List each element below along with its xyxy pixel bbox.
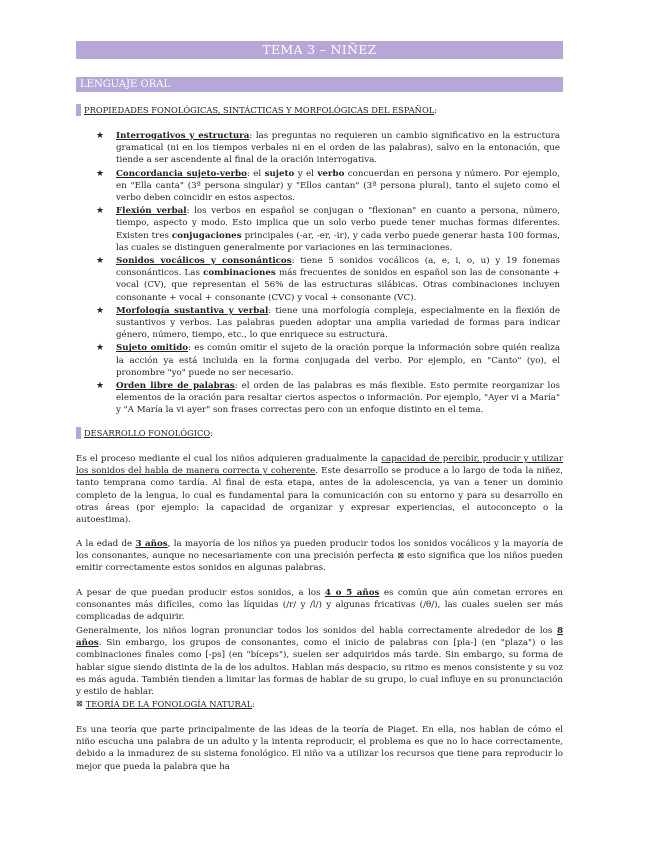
page-title: TEMA 3 – NIÑEZ: [76, 41, 563, 59]
teoria-paragraph-1: Es una teoría que parte principalmente de las ideas de la teoría de Piaget. En ella, nos hablan de cómo el niño escucha una palabra de un adulto y la intenta reproducir, el problema es que no lo hace correctamente, debido a la inmadurez de su sistema fonológico. El niño va a utilizar los recursos que tiene para reproducir lo mejor que pueda la palabra que ha: [76, 725, 563, 772]
list-item: ★ Morfología sustantiva y verbal: tiene una morfología compleja, especialmente en la flexión de sustantivos y verbos. Las palabras pueden adoptar una amplia variedad de formas para indicar género, número, tiempo, etc., lo que enriquece su estructura.: [96, 305, 561, 341]
list-item: ★ Flexión verbal: los verbos en español se conjugan o "flexionan" en cuanto a persona, número, tiempo, aspecto y modo. Esto implica que un solo verbo puede tener muchas formas diferentes. Existen tres conjugaciones principales (-ar, -er, -ir), y cada verbo puede generar hasta 100 formas, las cuales se distinguen generalmente por variaciones en las terminaciones.: [96, 206, 560, 253]
heading-marker: [76, 427, 81, 439]
desarrollo-paragraph-1: Es el proceso mediante el cual los niños adquieren gradualmente la capacidad de percibir, producir y utilizar los sonidos del habla de manera correcta y coherente. Este desarrollo se produce a lo largo de toda la niñez, tanto temprana como tardía. Al final de esta etapa, antes de la adolescencia, ya van a tener un dominio completo de la lengua, lo cual es fundamental para la comunicación con su entorno y para su desarrollo en otras áreas (por ejemplo: la capacidad de organizar y expresar experiencias, el autoconcepto o la autoestima).: [76, 454, 563, 526]
star-icon: ★: [96, 305, 105, 316]
desarrollo-paragraph-2: A la edad de 3 años, la mayoría de los niños ya pueden producir todos los sonidos vocálicos y la mayoría de los consonantes, aunque no necesariamente con una precisión perfecta ⊠ esto significa que los niños pueden emitir correctamente estos sonidos en algunas palabras.: [76, 539, 564, 574]
teoria-heading: ⊠ TEORÍA DE LA FONOLOGÍA NATURAL :: [76, 699, 256, 709]
star-icon: ★: [96, 206, 105, 217]
checkbox-icon: ⊠: [397, 551, 404, 561]
star-icon: ★: [96, 381, 105, 392]
desarrollo-paragraph-4: Generalmente, los niños logran pronunciar todos los sonidos del habla correctamente alrededor de los 8 años. Sin embargo, los grupos de consonantes, como el inicio de palabras con [pla-] (en "plaza") o las combinaciones finales como [-ps] (en "bíceps"), suelen ser adquiridos más tarde. Sin embargo, su forma de hablar sigue siendo distinta de la de los adultos. Hablan más despacio, su ritmo es menos consistente y su voz es más aguda. También tienden a limitar las formas de hablar de su grupo, lo cual influye en su pronunciación y estilo de hablar.: [76, 626, 563, 698]
section-title-lenguaje-oral: LENGUAJE ORAL: [76, 77, 563, 92]
star-icon: ★: [96, 343, 105, 354]
list-item: ★ Sonidos vocálicos y consonánticos: tiene 5 sonidos vocálicos (a, e, i, o, u) y 19 fonemas consonánticos. Las combinaciones más frecuentes de sonidos en español son las de consonante + vocal (CV), que representan el 56% de las estructuras silábicas. Otras combinaciones incluyen consonante + vocal + consonante (CVC) y vocal + consonante (VC).: [96, 256, 561, 303]
desarrollo-heading: DESARROLLO FONOLÓGICO :: [76, 427, 213, 439]
checkbox-icon: ⊠: [76, 699, 83, 708]
heading-marker: [76, 104, 81, 116]
propiedades-list: [96, 130, 560, 418]
star-icon: ★: [96, 131, 105, 141]
star-icon: ★: [96, 256, 105, 267]
list-item: ★ Interrogativos y estructura: las preguntas no requieren un cambio significativo en la estructura gramatical (ni en los tiempos verbales ni en el orden de las palabras), salvo en la entonación, que tiende a ser ascendente al final de la oración interrogativa.: [96, 131, 560, 166]
list-item: ★ Concordancia sujeto-verbo: el sujeto y el verbo concuerdan en persona y número. Por ejemplo, en "Ella canta" (3ª persona singular) y "Ellos cantan" (3ª persona plural), tanto el sujeto como el verbo deben coincidir en estos aspectos.: [96, 168, 560, 204]
star-icon: ★: [96, 168, 105, 179]
list-item: ★ Sujeto omitido: es común omitir el sujeto de la oración porque la información sobre quién realiza la acción ya está incluida en la forma conjugada del verbo. Por ejemplo, en "Canto" (yo), el pronombre "yo" puede no ser necesario.: [96, 343, 561, 378]
list-item: ★ Orden libre de palabras: el orden de las palabras es más flexible. Esto permite reorganizar los elementos de la oración para resaltar ciertos aspectos o información. Por ejemplo, "Ayer vi a María" y "A María la vi ayer" son frases correctas pero con un enfoque distinto en el tema.: [96, 381, 561, 416]
desarrollo-paragraph-3: A pesar de que puedan producir estos sonidos, a los 4 o 5 años es común que aún cometan errores en consonantes más difíciles, como las líquidas (/r/ y /l/) y algunas fricativas (/θ/), las cuales suelen ser más complicadas de adquirir.: [76, 588, 563, 623]
propiedades-heading: PROPIEDADES FONOLÓGICAS, SINTÁCTICAS Y MORFOLÓGICAS DEL ESPAÑOL :: [76, 104, 437, 116]
